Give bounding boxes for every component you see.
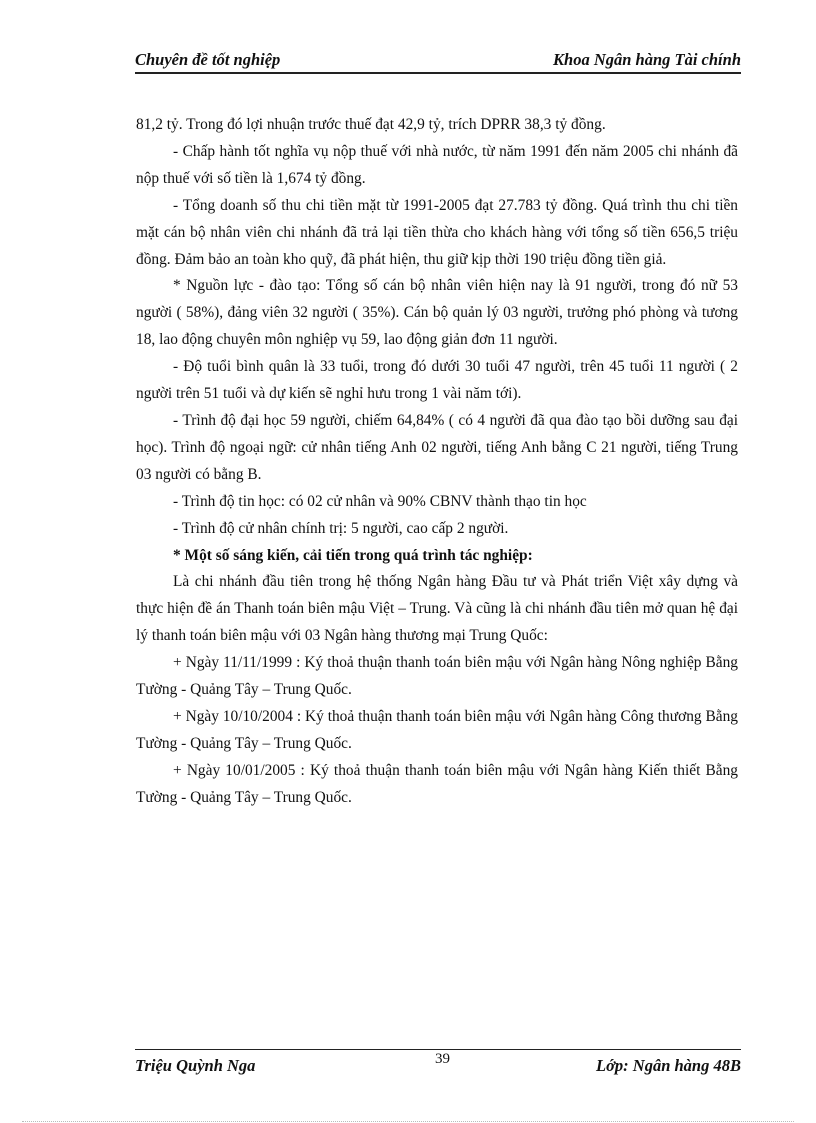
list-item-agreement-1999: + Ngày 11/11/1999 : Ký thoả thuận thanh toán biên mậu với Ngân hàng Nông nghiệp Bằng Tường - Quảng Tây – Trung Quốc.	[136, 654, 738, 699]
page-number: 39	[435, 1051, 450, 1067]
paragraph-age: - Độ tuổi bình quân là 33 tuổi, trong đó dưới 30 tuổi 47 người, trên 45 tuổi 11 người ( 2 người trên 51 tuổi và dự kiến sẽ nghỉ hưu trong 1 vài năm tới).	[136, 358, 738, 403]
paragraph-tax: - Chấp hành tốt nghĩa vụ nộp thuế với nhà nước, từ năm 1991 đến năm 2005 chi nhánh đã nộp thuế với số tiền là 1,674 tỷ đồng.	[136, 142, 738, 187]
paragraph-it-skills: - Trình độ tin học: có 02 cử nhân và 90% CBNV thành thạo tin học	[173, 492, 587, 510]
section-heading-innovations: * Một số sáng kiến, cải tiến trong quá trình tác nghiệp:	[173, 546, 533, 564]
header-left-title: Chuyên đề tốt nghiệp	[135, 50, 281, 69]
footer-class: Lớp: Ngân hàng 48B	[595, 1056, 741, 1075]
paragraph-cash-turnover: - Tổng doanh số thu chi tiền mặt từ 1991-2005 đạt 27.783 tỷ đồng. Quá trình thu chi tiền mặt cán bộ nhân viên chi nhánh đã trả lại tiền thừa cho khách hàng với tổng số tiền 656,5 triệu đồng. Đảm bảo an toàn kho quỹ, đã phát hiện, thu giữ kịp thời 190 triệu đồng tiền giả.	[136, 196, 738, 268]
document-body	[136, 112, 738, 812]
page-footer	[135, 1051, 741, 1078]
list-item-agreement-2004: + Ngày 10/10/2004 : Ký thoả thuận thanh toán biên mậu với Ngân hàng Công thương Bằng Tường - Quảng Tây – Trung Quốc.	[136, 707, 738, 752]
paragraph-profit: 81,2 tỷ. Trong đó lợi nhuận trước thuế đạt 42,9 tỷ, trích DPRR 38,3 tỷ đồng.	[136, 116, 606, 133]
page-header	[135, 48, 741, 74]
header-right-title: Khoa Ngân hàng Tài chính	[553, 50, 741, 69]
paragraph-education: - Trình độ đại học 59 người, chiếm 64,84% ( có 4 người đã qua đào tạo bồi dưỡng sau đại học). Trình độ ngoại ngữ: cử nhân tiếng Anh 02 người, tiếng Anh bằng C 21 người, tiếng Trung 03 người có bằng B.	[136, 411, 738, 483]
list-item-agreement-2005: + Ngày 10/01/2005 : Ký thoả thuận thanh toán biên mậu với Ngân hàng Kiến thiết Bằng Tường - Quảng Tây – Trung Quốc.	[136, 761, 738, 806]
paragraph-human-resources: * Nguồn lực - đào tạo: Tổng số cán bộ nhân viên hiện nay là 91 người, trong đó nữ 53 người ( 58%), đảng viên 32 người ( 35%). Cán bộ quản lý 03 người, trưởng phó phòng và tương 18, lao động chuyên môn nghiệp vụ 59, lao động giản đơn 11 người.	[136, 277, 738, 349]
footer-divider	[135, 1049, 741, 1050]
paragraph-political: - Trình độ cử nhân chính trị: 5 người, cao cấp 2 người.	[173, 519, 509, 537]
paragraph-first-branch: Là chi nhánh đầu tiên trong hệ thống Ngân hàng Đầu tư và Phát triển Việt xây dựng và thực hiện đề án Thanh toán biên mậu Việt – Trung. Và cũng là chi nhánh đầu tiên mở quan hệ đại lý thanh toán biên mậu với 03 Ngân hàng thương mại Trung Quốc:	[136, 573, 738, 645]
footer-author: Triệu Quỳnh Nga	[135, 1056, 256, 1075]
page-bottom-edge	[22, 1121, 794, 1122]
